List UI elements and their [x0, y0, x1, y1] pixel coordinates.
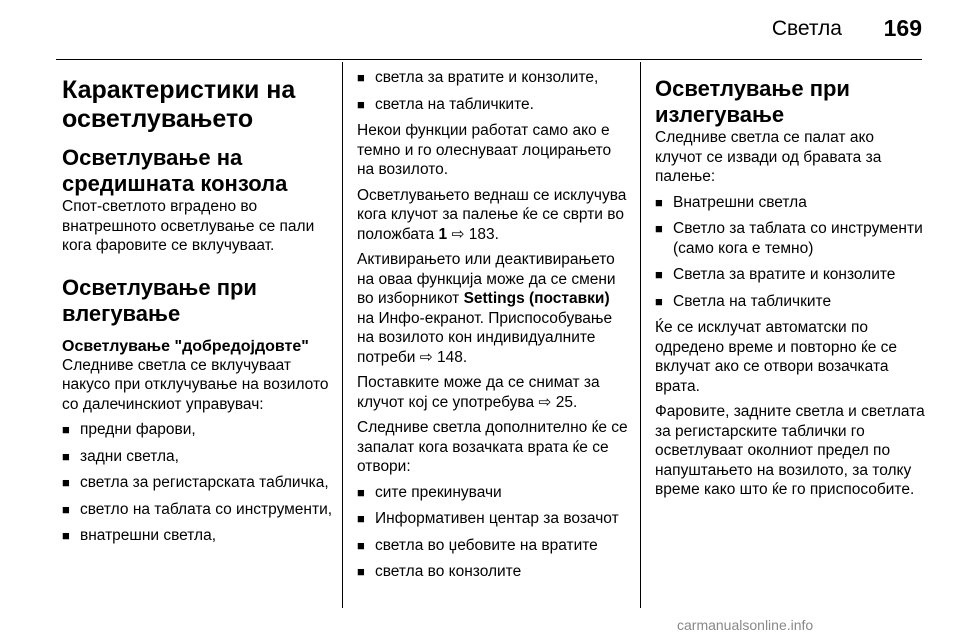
- list-item: [357, 483, 629, 503]
- bullet-icon: ■: [62, 475, 70, 490]
- page-number: 169: [883, 15, 922, 41]
- list-item-text: светла за регистарската табличка,: [80, 474, 329, 491]
- list-item-text: светла во џебовите на вратите: [375, 536, 598, 554]
- bullet-icon: ■: [357, 70, 365, 85]
- list-item-text: Светла за вратите и конзолите: [673, 266, 896, 283]
- bullet-icon: ■: [357, 564, 365, 579]
- list-item: [655, 193, 925, 213]
- main-heading: Карактеристики на осветлувањето: [62, 76, 296, 133]
- list-item: [357, 509, 629, 529]
- bullet-icon: ■: [357, 537, 365, 553]
- paragraph-exit-intro: Следниве светла се палат ако клучот се извади од бравата за палење:: [655, 129, 882, 185]
- paragraph-headlights: Фаровите, задните светла и светлата за регистарските таблички го осветлуваат околниот предел по напуштањето на возилото, за толку време како што ќе го приспособите.: [655, 403, 925, 498]
- list-item: [357, 95, 629, 115]
- ignition-position: 1: [438, 225, 448, 243]
- bullet-icon: ■: [655, 221, 663, 236]
- list-item: [655, 292, 925, 312]
- subheading-welcome-lighting: Осветлување "добредојдовте": [62, 337, 309, 355]
- list-item-text: сите прекинувачи: [375, 483, 502, 501]
- list-item: [357, 536, 629, 556]
- list-item-text: Светла на табличките: [673, 292, 832, 310]
- list-item-text: светла во конзолите: [375, 563, 522, 580]
- exit-lights-list: [655, 193, 925, 312]
- text-run: Активирањето или деактивирањето на оваа функција може да се смени во изборникот: [357, 251, 616, 307]
- list-item-text: светла на табличките.: [375, 95, 534, 113]
- list-item: [655, 265, 925, 285]
- paragraph-key-settings: [357, 373, 629, 412]
- page-ref: 183.: [464, 225, 499, 243]
- section-heading-exit-lighting: Осветлување при излегување: [655, 76, 850, 127]
- paragraph-auto-off: Ќе се исклучат автоматски по одредено време и повторно ќе се вклучат ако се отвори возачката врата.: [655, 319, 898, 395]
- paragraph-center-console: Спот-светлото вградено во внатрешното осветлување се пали кога фаровите се вклучуваат.: [62, 198, 315, 254]
- bullet-icon: ■: [655, 267, 663, 282]
- paragraph-ignition-off: [357, 186, 629, 245]
- list-item: [62, 447, 334, 467]
- list-item-text: задни светла,: [80, 447, 179, 465]
- bullet-icon: ■: [655, 194, 663, 210]
- list-item-text: Светло за таблата со инструменти (само кога е темно): [673, 220, 923, 257]
- text-run: Поставките може да се снимат за клучот кој се употребува: [357, 374, 600, 411]
- paragraph-darkness-condition: Некои функции работат само ако е темно и го олеснуваат лоцирањето на возилото.: [357, 122, 612, 178]
- list-item-text: Внатрешни светла: [673, 193, 807, 211]
- bullet-icon: ■: [62, 501, 70, 517]
- section-heading-center-console: Осветлување на средишната конзола: [62, 145, 288, 196]
- column-divider-1: [342, 62, 343, 608]
- page-ref-arrow-icon: ⇨: [538, 393, 552, 411]
- bullet-icon: ■: [655, 293, 663, 309]
- paragraph-welcome-lighting: Следниве светла се вклучуваат накусо при отклучување на возилото со далечинскиот управувач:: [62, 356, 329, 413]
- list-item-text: предни фарови,: [80, 421, 196, 438]
- text-run: на Инфо-екранот. Приспособување на возилото кон индивидуалните потреби: [357, 309, 613, 366]
- welcome-lights-list: [62, 420, 334, 546]
- header-section-title: Светла: [771, 17, 842, 40]
- list-item: [62, 500, 334, 520]
- settings-menu-name: Settings (поставки): [463, 290, 610, 307]
- column-divider-2: [640, 62, 641, 608]
- bullet-icon: ■: [357, 511, 365, 526]
- list-item-text: светла за вратите и конзолите,: [375, 69, 599, 86]
- driver-door-lights-list: [357, 483, 629, 582]
- bullet-icon: ■: [357, 96, 365, 112]
- bullet-icon: ■: [62, 528, 70, 543]
- list-item: [62, 473, 334, 493]
- section-heading-entry-lighting: Осветлување при влегување: [62, 274, 257, 326]
- text-run: Осветлувањето веднаш се исклучува кога клучот за палење ќе се сврти во положбата: [357, 186, 627, 243]
- list-item-text: Информативен центар за возачот: [375, 510, 619, 527]
- column-3: [655, 60, 925, 506]
- bullet-icon: ■: [62, 422, 70, 437]
- list-item: [62, 420, 334, 440]
- page-ref: 25.: [551, 393, 578, 411]
- page-ref: 148.: [432, 348, 468, 366]
- bullet-icon: ■: [357, 484, 365, 500]
- page-ref-arrow-icon: ⇨: [451, 225, 465, 243]
- paragraph-settings-menu: [357, 250, 629, 367]
- list-item-text: внатрешни светла,: [80, 527, 217, 544]
- column-2: [357, 68, 629, 589]
- list-item: [655, 219, 925, 258]
- list-item: [357, 562, 629, 582]
- bullet-icon: ■: [62, 448, 70, 464]
- column-1: [62, 60, 334, 553]
- welcome-lights-list-continued: [357, 68, 629, 114]
- page-ref-arrow-icon: ⇨: [419, 348, 433, 366]
- list-item: [62, 526, 334, 546]
- list-item-text: светло на таблата со инструменти,: [80, 500, 333, 518]
- paragraph-driver-door: Следниве светла дополнително ќе се запалат кога возачката врата ќе се отвори:: [357, 419, 628, 475]
- watermark: carmanualsonline.info: [677, 617, 814, 633]
- list-item: [357, 68, 629, 88]
